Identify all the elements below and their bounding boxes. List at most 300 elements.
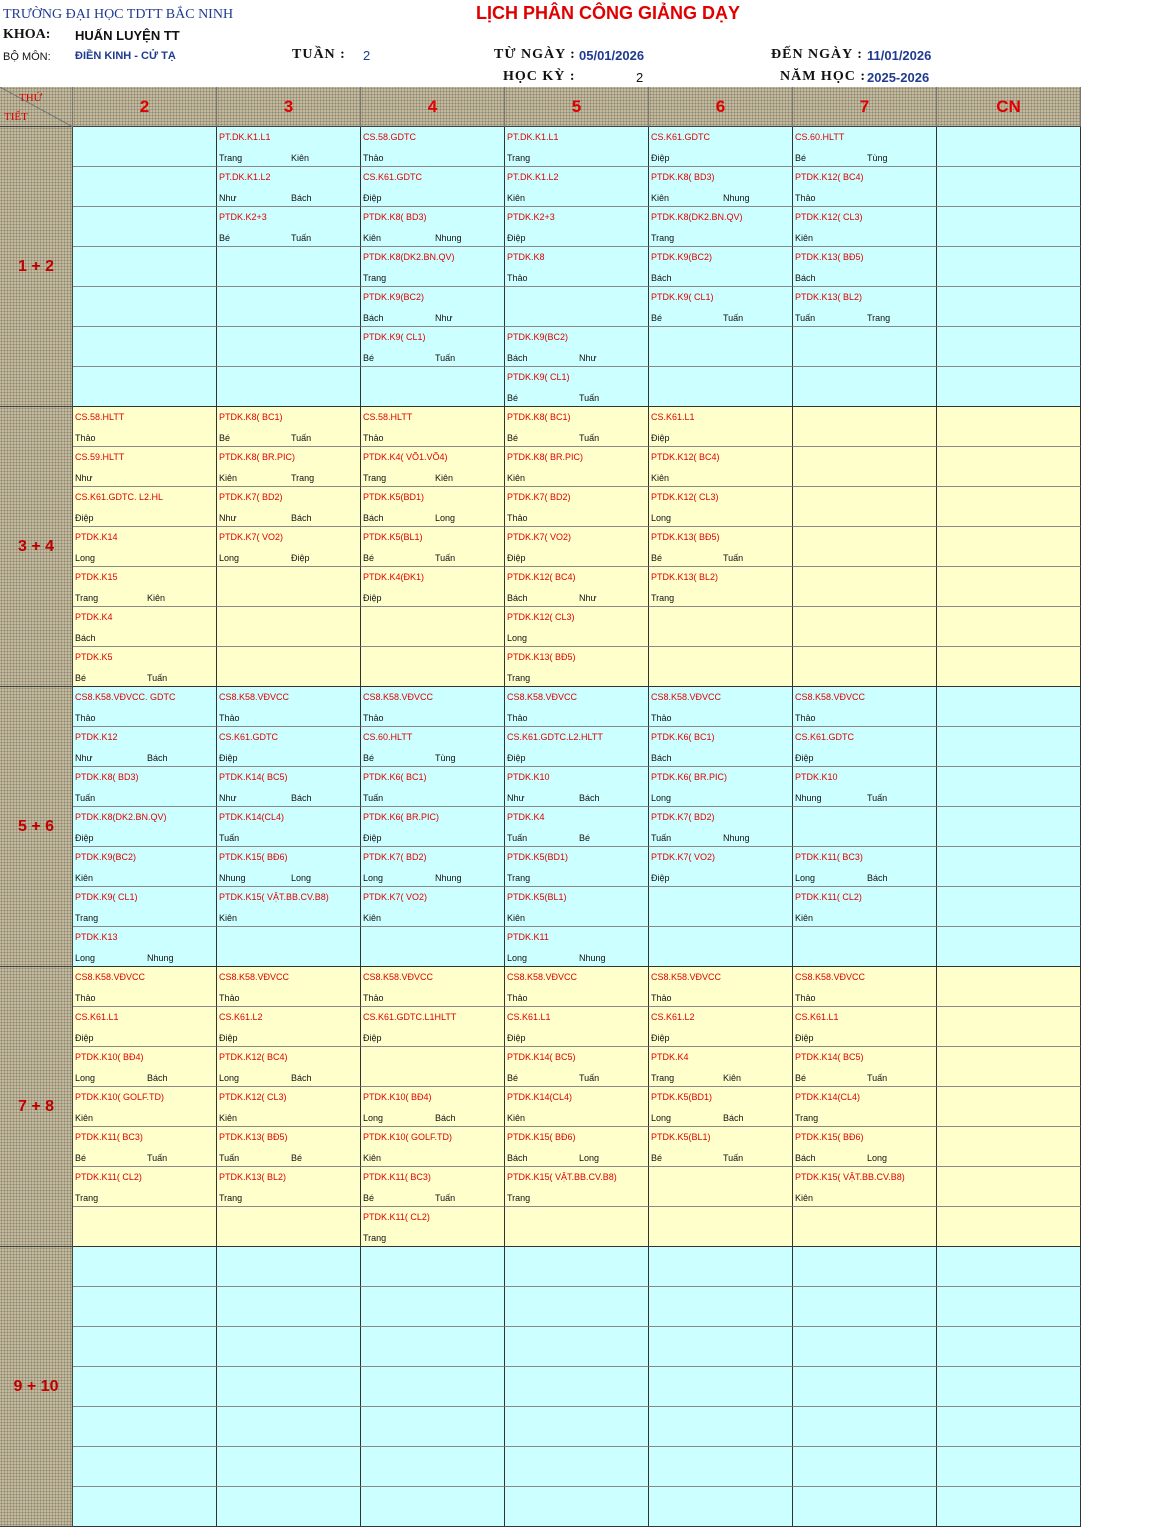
schedule-cell[interactable]	[361, 1487, 505, 1527]
teacher-name-2: Tuấn	[291, 433, 312, 443]
schedule-cell[interactable]	[937, 1007, 1081, 1047]
schedule-cell[interactable]	[793, 647, 937, 687]
schedule-cell[interactable]	[505, 327, 649, 367]
schedule-cell[interactable]	[649, 1367, 793, 1407]
teacher-name: Long	[507, 633, 528, 643]
schedule-cell[interactable]	[73, 127, 217, 167]
schedule-cell[interactable]	[937, 127, 1081, 167]
schedule-cell[interactable]	[793, 727, 937, 767]
class-code: CS8.K58.VĐVCC	[363, 692, 434, 702]
schedule-cell[interactable]	[649, 1127, 793, 1167]
schedule-cell[interactable]	[649, 927, 793, 967]
teacher-name: Long	[75, 553, 96, 563]
teacher-name: Tuấn	[795, 313, 816, 323]
schedule-cell[interactable]	[793, 687, 937, 727]
schedule-cell[interactable]	[793, 287, 937, 327]
teacher-name: Bách	[507, 353, 528, 363]
schedule-cell[interactable]	[505, 1007, 649, 1047]
schedule-cell[interactable]	[649, 367, 793, 407]
schedule-cell[interactable]	[937, 407, 1081, 447]
teacher-name: Bách	[795, 1153, 816, 1163]
schedule-cell[interactable]	[937, 327, 1081, 367]
schedule-cell[interactable]	[505, 447, 649, 487]
teacher-name: Điệp	[651, 153, 670, 163]
schedule-cell[interactable]	[793, 1167, 937, 1207]
schedule-cell[interactable]	[649, 567, 793, 607]
schedule-cell[interactable]	[73, 287, 217, 327]
schedule-cell[interactable]	[505, 607, 649, 647]
teacher-name: Long	[651, 513, 672, 523]
schedule-cell[interactable]	[505, 1447, 649, 1487]
schedule-cell[interactable]	[937, 1207, 1081, 1247]
class-code: CS.K61.L1	[75, 1012, 119, 1022]
schedule-cell[interactable]	[649, 687, 793, 727]
schedule-cell[interactable]	[649, 727, 793, 767]
schedule-cell[interactable]	[793, 527, 937, 567]
teacher-name-2: Kiên	[147, 593, 166, 603]
schedule-cell[interactable]	[361, 727, 505, 767]
schedule-cell[interactable]	[73, 1407, 217, 1447]
teacher-name-2: Long	[291, 873, 312, 883]
schedule-cell[interactable]	[73, 1247, 217, 1287]
schedule-cell[interactable]	[73, 1207, 217, 1247]
schedule-cell[interactable]	[793, 1287, 937, 1327]
schedule-cell[interactable]	[937, 287, 1081, 327]
schedule-cell[interactable]	[937, 887, 1081, 927]
schedule-cell[interactable]	[649, 1247, 793, 1287]
schedule-cell[interactable]	[217, 1447, 361, 1487]
schedule-cell[interactable]	[793, 1087, 937, 1127]
schedule-cell[interactable]	[505, 1327, 649, 1367]
teacher-name: Bé	[75, 673, 87, 683]
teacher-name: Thảo	[75, 713, 96, 723]
schedule-cell[interactable]	[73, 247, 217, 287]
schedule-cell[interactable]	[649, 1007, 793, 1047]
day-header-6: 6	[649, 87, 793, 127]
schedule-cell[interactable]	[217, 1007, 361, 1047]
schedule-cell[interactable]	[217, 1167, 361, 1207]
schedule-cell[interactable]	[361, 1367, 505, 1407]
schedule-cell[interactable]	[73, 1007, 217, 1047]
schedule-cell[interactable]	[793, 1487, 937, 1527]
schedule-cell[interactable]	[73, 1127, 217, 1167]
schedule-cell[interactable]	[73, 407, 217, 447]
schedule-cell[interactable]	[505, 247, 649, 287]
schedule-cell[interactable]	[793, 1327, 937, 1367]
class-code: PTDK.K12( BC4)	[219, 1052, 288, 1062]
schedule-cell[interactable]	[73, 927, 217, 967]
schedule-cell[interactable]	[505, 1407, 649, 1447]
schedule-cell[interactable]	[505, 167, 649, 207]
schedule-cell[interactable]	[937, 167, 1081, 207]
schedule-cell[interactable]	[505, 807, 649, 847]
schedule-cell[interactable]	[649, 1327, 793, 1367]
schedule-cell[interactable]	[217, 767, 361, 807]
schedule-cell[interactable]	[361, 807, 505, 847]
teacher-name: Kiên	[507, 473, 526, 483]
class-code: PTDK.K5(BD1)	[363, 492, 425, 502]
teacher-name: Trang	[363, 473, 387, 483]
schedule-cell[interactable]	[361, 247, 505, 287]
schedule-cell[interactable]	[793, 407, 937, 447]
schedule-cell[interactable]	[793, 1407, 937, 1447]
schedule-cell[interactable]	[505, 927, 649, 967]
teacher-name: Như	[75, 753, 93, 763]
schedule-cell[interactable]	[505, 887, 649, 927]
schedule-cell[interactable]	[361, 287, 505, 327]
schedule-cell[interactable]	[73, 607, 217, 647]
schedule-cell[interactable]	[361, 767, 505, 807]
schedule-cell[interactable]	[937, 607, 1081, 647]
schedule-cell[interactable]	[505, 127, 649, 167]
schedule-cell[interactable]	[217, 567, 361, 607]
schedule-cell[interactable]	[73, 847, 217, 887]
tuan-value: 2	[363, 48, 371, 63]
schedule-cell[interactable]	[217, 807, 361, 847]
schedule-cell[interactable]	[73, 207, 217, 247]
schedule-cell[interactable]	[649, 527, 793, 567]
schedule-cell[interactable]	[649, 807, 793, 847]
schedule-cell[interactable]	[73, 1087, 217, 1127]
class-code: PTDK.K11( BC3)	[75, 1132, 143, 1142]
schedule-cell[interactable]	[505, 967, 649, 1007]
schedule-cell[interactable]	[73, 767, 217, 807]
schedule-cell[interactable]	[505, 287, 649, 327]
schedule-cell[interactable]	[73, 647, 217, 687]
schedule-cell[interactable]	[217, 1287, 361, 1327]
schedule-cell[interactable]	[649, 847, 793, 887]
schedule-cell[interactable]	[649, 1207, 793, 1247]
class-code: PTDK.K11( CL2)	[363, 1212, 430, 1222]
schedule-cell[interactable]	[217, 967, 361, 1007]
schedule-cell[interactable]	[73, 487, 217, 527]
schedule-cell[interactable]	[505, 1487, 649, 1527]
schedule-cell[interactable]	[793, 247, 937, 287]
schedule-cell[interactable]	[505, 1167, 649, 1207]
schedule-cell[interactable]	[937, 1367, 1081, 1407]
class-code: CS.K61.L1	[651, 412, 695, 422]
schedule-cell[interactable]	[793, 487, 937, 527]
schedule-cell[interactable]	[793, 447, 937, 487]
schedule-cell[interactable]	[217, 847, 361, 887]
schedule-cell[interactable]	[217, 1047, 361, 1087]
schedule-cell[interactable]	[217, 127, 361, 167]
class-code: CS8.K58.VĐVCC	[363, 972, 434, 982]
schedule-cell[interactable]	[73, 167, 217, 207]
schedule-cell[interactable]	[937, 447, 1081, 487]
schedule-cell[interactable]	[217, 1367, 361, 1407]
class-code: CS.K61.GDTC. L2.HL	[75, 492, 164, 502]
schedule-cell[interactable]	[361, 847, 505, 887]
schedule-cell[interactable]	[793, 607, 937, 647]
schedule-cell[interactable]	[217, 1127, 361, 1167]
schedule-cell[interactable]	[73, 727, 217, 767]
schedule-cell[interactable]	[937, 567, 1081, 607]
schedule-cell[interactable]	[649, 247, 793, 287]
schedule-cell[interactable]	[217, 407, 361, 447]
schedule-cell[interactable]	[649, 407, 793, 447]
teacher-name: Thảo	[507, 513, 528, 523]
schedule-cell[interactable]	[793, 1127, 937, 1167]
schedule-cell[interactable]	[937, 1447, 1081, 1487]
schedule-cell[interactable]	[217, 1327, 361, 1367]
schedule-cell[interactable]	[217, 367, 361, 407]
schedule-cell[interactable]	[937, 1167, 1081, 1207]
schedule-cell[interactable]	[217, 887, 361, 927]
class-code: CS8.K58.VĐVCC	[795, 972, 866, 982]
schedule-cell[interactable]	[505, 1367, 649, 1407]
schedule-cell[interactable]	[793, 1047, 937, 1087]
schedule-cell[interactable]	[505, 1287, 649, 1327]
schedule-cell[interactable]	[793, 1207, 937, 1247]
schedule-cell[interactable]	[649, 207, 793, 247]
schedule-cell[interactable]	[937, 247, 1081, 287]
schedule-cell[interactable]	[73, 1327, 217, 1367]
schedule-cell[interactable]	[73, 527, 217, 567]
schedule-cell[interactable]	[937, 727, 1081, 767]
schedule-cell[interactable]	[649, 167, 793, 207]
schedule-cell[interactable]	[649, 887, 793, 927]
schedule-cell[interactable]	[73, 807, 217, 847]
schedule-cell[interactable]	[937, 927, 1081, 967]
schedule-cell[interactable]	[217, 167, 361, 207]
schedule-cell[interactable]	[649, 1447, 793, 1487]
schedule-cell[interactable]	[937, 207, 1081, 247]
schedule-cell[interactable]	[505, 767, 649, 807]
class-code: PTDK.K11( BC3)	[795, 852, 863, 862]
schedule-cell[interactable]	[505, 1047, 649, 1087]
schedule-cell[interactable]	[361, 1247, 505, 1287]
schedule-cell[interactable]	[361, 367, 505, 407]
schedule-cell[interactable]	[505, 487, 649, 527]
schedule-cell[interactable]	[649, 647, 793, 687]
teacher-name: Long	[651, 1113, 672, 1123]
schedule-cell[interactable]	[217, 647, 361, 687]
schedule-cell[interactable]	[217, 447, 361, 487]
schedule-cell[interactable]	[217, 607, 361, 647]
schedule-cell[interactable]	[361, 1327, 505, 1367]
schedule-cell[interactable]	[217, 207, 361, 247]
teacher-name: Bé	[651, 313, 663, 323]
schedule-cell[interactable]	[505, 527, 649, 567]
schedule-cell[interactable]	[505, 847, 649, 887]
schedule-cell[interactable]	[937, 527, 1081, 567]
schedule-cell[interactable]	[505, 1127, 649, 1167]
schedule-cell[interactable]	[361, 1207, 505, 1247]
schedule-cell[interactable]	[217, 287, 361, 327]
schedule-cell[interactable]	[73, 1167, 217, 1207]
schedule-cell[interactable]	[73, 887, 217, 927]
schedule-cell[interactable]	[649, 1287, 793, 1327]
schedule-cell[interactable]	[649, 1087, 793, 1127]
class-code: CS.60.HLTT	[363, 732, 413, 742]
schedule-cell[interactable]	[649, 1167, 793, 1207]
schedule-cell[interactable]	[361, 327, 505, 367]
schedule-cell[interactable]	[505, 407, 649, 447]
schedule-cell[interactable]	[505, 647, 649, 687]
schedule-cell[interactable]	[73, 1367, 217, 1407]
schedule-cell[interactable]	[217, 487, 361, 527]
class-code: CS.59.HLTT	[75, 452, 125, 462]
schedule-cell[interactable]	[793, 847, 937, 887]
schedule-cell[interactable]	[361, 167, 505, 207]
teacher-name: Bé	[507, 433, 519, 443]
class-code: CS.K61.GDTC.L2.HLTT	[507, 732, 603, 742]
class-code: CS8.K58.VĐVCC	[651, 692, 722, 702]
schedule-cell[interactable]	[73, 1287, 217, 1327]
schedule-cell[interactable]	[649, 1487, 793, 1527]
schedule-cell[interactable]	[937, 367, 1081, 407]
schedule-cell[interactable]	[649, 1407, 793, 1447]
class-code: PTDK.K13( BL2)	[219, 1172, 287, 1182]
teacher-name-2: Trang	[291, 473, 315, 483]
schedule-cell[interactable]	[937, 1247, 1081, 1287]
schedule-cell[interactable]	[649, 1047, 793, 1087]
schedule-cell[interactable]	[505, 567, 649, 607]
schedule-cell[interactable]	[505, 727, 649, 767]
schedule-cell[interactable]	[361, 447, 505, 487]
schedule-cell[interactable]	[505, 1087, 649, 1127]
schedule-cell[interactable]	[937, 1047, 1081, 1087]
schedule-cell[interactable]	[361, 1087, 505, 1127]
schedule-cell[interactable]	[937, 767, 1081, 807]
schedule-cell[interactable]	[793, 1447, 937, 1487]
schedule-cell[interactable]	[649, 767, 793, 807]
schedule-cell[interactable]	[73, 567, 217, 607]
schedule-cell[interactable]	[361, 647, 505, 687]
schedule-cell[interactable]	[937, 487, 1081, 527]
schedule-cell[interactable]	[361, 487, 505, 527]
schedule-cell[interactable]	[361, 1407, 505, 1447]
schedule-cell[interactable]	[793, 767, 937, 807]
class-code: CS.58.GDTC	[363, 132, 417, 142]
schedule-cell[interactable]	[217, 1487, 361, 1527]
schedule-cell[interactable]	[937, 1287, 1081, 1327]
schedule-cell[interactable]	[361, 527, 505, 567]
schedule-cell[interactable]	[793, 207, 937, 247]
teacher-name: Bé	[219, 433, 231, 443]
schedule-cell[interactable]	[73, 967, 217, 1007]
schedule-cell[interactable]	[361, 927, 505, 967]
schedule-cell[interactable]	[505, 367, 649, 407]
teacher-name: Tuấn	[651, 833, 672, 843]
schedule-cell[interactable]	[793, 167, 937, 207]
schedule-cell[interactable]	[649, 487, 793, 527]
schedule-cell[interactable]	[937, 1127, 1081, 1167]
schedule-cell[interactable]	[649, 607, 793, 647]
schedule-cell[interactable]	[793, 807, 937, 847]
schedule-cell[interactable]	[937, 647, 1081, 687]
schedule-cell[interactable]	[217, 247, 361, 287]
class-code: PTDK.K8( BC1)	[219, 412, 283, 422]
schedule-cell[interactable]	[793, 887, 937, 927]
class-code: PTDK.K14(CL4)	[507, 1092, 573, 1102]
schedule-cell[interactable]	[937, 687, 1081, 727]
schedule-cell[interactable]	[73, 447, 217, 487]
schedule-cell[interactable]	[505, 1207, 649, 1247]
denngay-label: ĐẾN NGÀY :	[771, 47, 863, 62]
schedule-cell[interactable]	[217, 1087, 361, 1127]
namhoc-value: 2025-2026	[867, 70, 930, 85]
schedule-cell[interactable]	[937, 847, 1081, 887]
schedule-cell[interactable]	[217, 1207, 361, 1247]
schedule-cell[interactable]	[361, 1447, 505, 1487]
schedule-cell[interactable]	[937, 1487, 1081, 1527]
schedule-cell[interactable]	[793, 327, 937, 367]
teacher-name: Kiên	[651, 473, 670, 483]
schedule-cell[interactable]	[73, 367, 217, 407]
schedule-cell[interactable]	[793, 967, 937, 1007]
schedule-cell[interactable]	[361, 1287, 505, 1327]
schedule-cell[interactable]	[217, 1407, 361, 1447]
schedule-cell[interactable]	[505, 687, 649, 727]
schedule-cell[interactable]	[649, 447, 793, 487]
teacher-name: Bé	[651, 553, 663, 563]
schedule-cell[interactable]	[793, 1007, 937, 1047]
schedule-cell[interactable]	[793, 1367, 937, 1407]
schedule-cell[interactable]	[361, 1007, 505, 1047]
schedule-cell[interactable]	[649, 127, 793, 167]
schedule-cell[interactable]	[361, 687, 505, 727]
schedule-cell[interactable]	[505, 207, 649, 247]
schedule-cell[interactable]	[217, 1247, 361, 1287]
schedule-cell[interactable]	[217, 527, 361, 567]
schedule-cell[interactable]	[361, 207, 505, 247]
schedule-cell[interactable]	[793, 367, 937, 407]
teacher-name-2: Bách	[291, 193, 312, 203]
schedule-cell[interactable]	[361, 567, 505, 607]
schedule-cell[interactable]	[73, 687, 217, 727]
schedule-cell[interactable]	[361, 887, 505, 927]
schedule-cell[interactable]	[937, 1087, 1081, 1127]
schedule-cell[interactable]	[73, 1487, 217, 1527]
schedule-cell[interactable]	[361, 1047, 505, 1087]
schedule-cell[interactable]	[73, 1047, 217, 1087]
schedule-cell[interactable]	[361, 1127, 505, 1167]
class-code: PTDK.K14(CL4)	[795, 1092, 861, 1102]
schedule-cell[interactable]	[793, 567, 937, 607]
schedule-cell[interactable]	[361, 407, 505, 447]
schedule-cell[interactable]	[361, 967, 505, 1007]
schedule-cell[interactable]	[217, 687, 361, 727]
schedule-cell[interactable]	[937, 807, 1081, 847]
schedule-cell[interactable]	[937, 967, 1081, 1007]
schedule-cell[interactable]	[217, 327, 361, 367]
teacher-name: Kiên	[219, 473, 238, 483]
teacher-name: Tuấn	[75, 793, 96, 803]
teacher-name-2: Nhung	[723, 193, 750, 203]
schedule-cell[interactable]	[217, 927, 361, 967]
schedule-cell[interactable]	[73, 327, 217, 367]
schedule-cell[interactable]	[361, 127, 505, 167]
schedule-cell[interactable]	[649, 967, 793, 1007]
schedule-cell[interactable]	[505, 1247, 649, 1287]
class-code: PTDK.K10( GOLF.TD)	[363, 1132, 453, 1142]
schedule-cell[interactable]	[937, 1407, 1081, 1447]
schedule-cell[interactable]	[649, 287, 793, 327]
schedule-cell[interactable]	[793, 127, 937, 167]
schedule-cell[interactable]	[73, 1447, 217, 1487]
schedule-cell[interactable]	[649, 327, 793, 367]
schedule-cell[interactable]	[937, 1327, 1081, 1367]
schedule-cell[interactable]	[217, 727, 361, 767]
schedule-cell[interactable]	[361, 1167, 505, 1207]
teacher-name: Bé	[507, 1073, 519, 1083]
bomon-value: ĐIỀN KINH - CỬ TẠ	[75, 50, 176, 62]
schedule-cell[interactable]	[793, 1247, 937, 1287]
schedule-cell[interactable]	[793, 927, 937, 967]
schedule-cell[interactable]	[361, 607, 505, 647]
